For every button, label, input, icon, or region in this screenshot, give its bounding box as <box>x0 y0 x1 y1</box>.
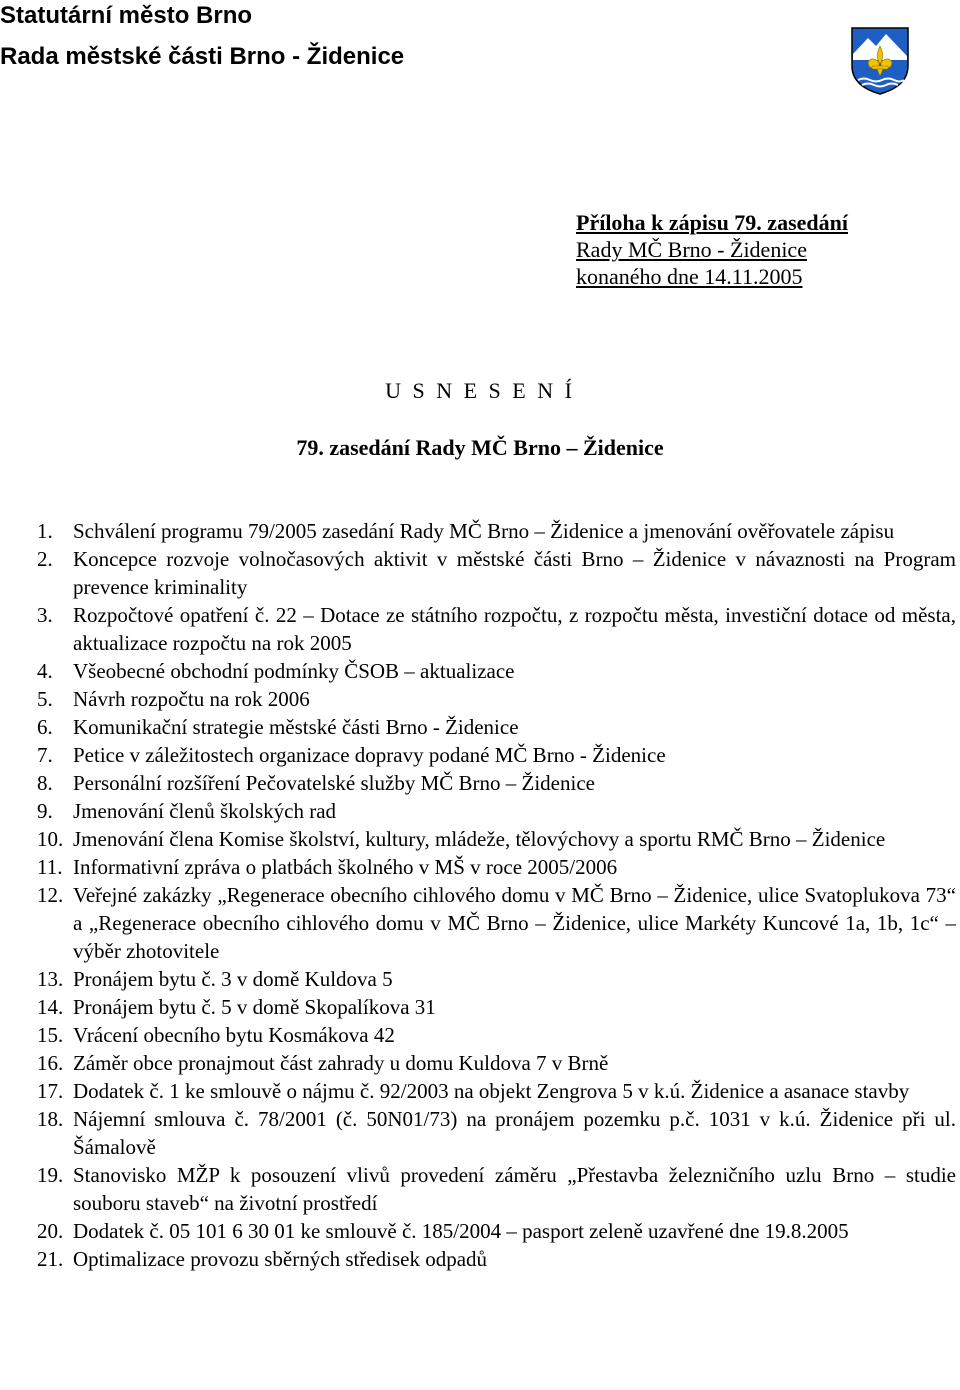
agenda-number: 11. <box>37 855 63 879</box>
agenda-number: 8. <box>37 771 53 795</box>
agenda-number: 7. <box>37 743 53 767</box>
agenda-item-8 <box>37 769 956 797</box>
agenda-text: Pronájem bytu č. 3 v domě Kuldova 5 <box>73 967 393 991</box>
agenda-item-4 <box>37 657 956 685</box>
agenda-text: Petice v záležitostech organizace dopravy podané MČ Brno - Židenice <box>73 743 666 767</box>
agenda-number: 10. <box>37 827 64 851</box>
agenda-number: 13. <box>37 967 64 991</box>
agenda-text: Nájemní smlouva č. 78/2001 (č. 50N01/73) na pronájem pozemku p.č. 1031 v k.ú. Židenice při ul. Šámalově <box>73 1107 956 1159</box>
agenda-text: Všeobecné obchodní podmínky ČSOB – aktualizace <box>73 659 515 683</box>
agenda-number: 18. <box>37 1107 64 1131</box>
agenda-text: Optimalizace provozu sběrných středisek odpadů <box>73 1247 488 1271</box>
agenda-item-1 <box>37 517 956 545</box>
agenda-number: 21. <box>37 1247 64 1271</box>
agenda-number: 6. <box>37 715 53 739</box>
agenda-item-7 <box>37 741 956 769</box>
agenda-text: Koncepce rozvoje volnočasových aktivit v městské části Brno – Židenice v návaznosti na Program prevence kriminality <box>73 547 956 599</box>
agenda-number: 19. <box>37 1163 64 1187</box>
agenda-item-11 <box>37 853 956 881</box>
appendix-line-1: Příloha k zápisu 79. zasedání <box>576 210 848 235</box>
agenda-text: Pronájem bytu č. 5 v domě Skopalíkova 31 <box>73 995 436 1019</box>
agenda-text: Záměr obce pronajmout část zahrady u domu Kuldova 7 v Brně <box>73 1051 609 1075</box>
agenda-text: Vrácení obecního bytu Kosmákova 42 <box>73 1023 395 1047</box>
agenda-item-15 <box>37 1021 956 1049</box>
agenda-item-16 <box>37 1049 956 1077</box>
agenda-item-3 <box>37 601 956 657</box>
agenda-text: Veřejné zakázky „Regenerace obecního cihlového domu v MČ Brno – Židenice, ulice Svatoplukova 73“ a „Regenerace obecního cihlového domu v MČ Brno – Židenice, ulice Markéty Kuncové 1a, 1b, 1c“ – výběr zhotovitele <box>73 883 956 963</box>
appendix-note <box>576 209 848 290</box>
agenda-item-21 <box>37 1245 956 1273</box>
coat-of-arms-icon <box>850 26 910 96</box>
agenda-text: Personální rozšíření Pečovatelské služby MČ Brno – Židenice <box>73 771 595 795</box>
appendix-line-2: Rady MČ Brno - Židenice <box>576 237 807 262</box>
agenda-text: Rozpočtové opatření č. 22 – Dotace ze státního rozpočtu, z rozpočtu města, investiční dotace od města, aktualizace rozpočtu na rok 2005 <box>73 603 956 655</box>
agenda-number: 4. <box>37 659 53 683</box>
agenda-list <box>37 517 956 1273</box>
agenda-item-20 <box>37 1217 956 1245</box>
agenda-item-5 <box>37 685 956 713</box>
agenda-number: 17. <box>37 1079 64 1103</box>
agenda-item-19 <box>37 1161 956 1217</box>
resolution-title: U S N E S E N Í <box>385 378 575 403</box>
appendix-line-3: konaného dne 14.11.2005 <box>576 264 803 289</box>
session-title: 79. zasedání Rady MČ Brno – Židenice <box>296 435 664 460</box>
agenda-number: 16. <box>37 1051 64 1075</box>
agenda-text: Stanovisko MŽP k posouzení vlivů provedení záměru „Přestavba železničního uzlu Brno – studie souboru staveb“ na životní prostředí <box>73 1163 956 1215</box>
agenda-text: Dodatek č. 05 101 6 30 01 ke smlouvě č. 185/2004 – pasport zeleně uzavřené dne 19.8.2005 <box>73 1219 849 1243</box>
agenda-item-9 <box>37 797 956 825</box>
agenda-item-17 <box>37 1077 956 1105</box>
agenda-number: 20. <box>37 1219 64 1243</box>
agenda-text: Dodatek č. 1 ke smlouvě o nájmu č. 92/2003 na objekt Zengrova 5 v k.ú. Židenice a asanace stavby <box>73 1079 910 1103</box>
agenda-number: 9. <box>37 799 53 823</box>
agenda-number: 15. <box>37 1023 64 1047</box>
agenda-text: Komunikační strategie městské části Brno - Židenice <box>73 715 519 739</box>
agenda-item-2 <box>37 545 956 601</box>
agenda-number: 3. <box>37 603 53 627</box>
agenda-item-12 <box>37 881 956 965</box>
council-name: Rada městské části Brno - Židenice <box>0 43 405 70</box>
city-name: Statutární město Brno <box>0 2 253 29</box>
agenda-number: 12. <box>37 883 64 907</box>
agenda-text: Informativní zpráva o platbách školného v MŠ v roce 2005/2006 <box>73 855 618 879</box>
agenda-item-14 <box>37 993 956 1021</box>
agenda-text: Schválení programu 79/2005 zasedání Rady MČ Brno – Židenice a jmenování ověřovatele zápisu <box>73 519 895 543</box>
agenda-text: Jmenování členů školských rad <box>73 799 337 823</box>
agenda-item-13 <box>37 965 956 993</box>
agenda-item-18 <box>37 1105 956 1161</box>
agenda-item-6 <box>37 713 956 741</box>
agenda-text: Jmenování člena Komise školství, kultury, mládeže, tělovýchovy a sportu RMČ Brno – Židenice <box>73 827 886 851</box>
agenda-number: 14. <box>37 995 64 1019</box>
agenda-number: 5. <box>37 687 53 711</box>
agenda-number: 1. <box>37 519 53 543</box>
agenda-number: 2. <box>37 547 53 571</box>
agenda-item-10 <box>37 825 956 853</box>
agenda-text: Návrh rozpočtu na rok 2006 <box>73 687 310 711</box>
